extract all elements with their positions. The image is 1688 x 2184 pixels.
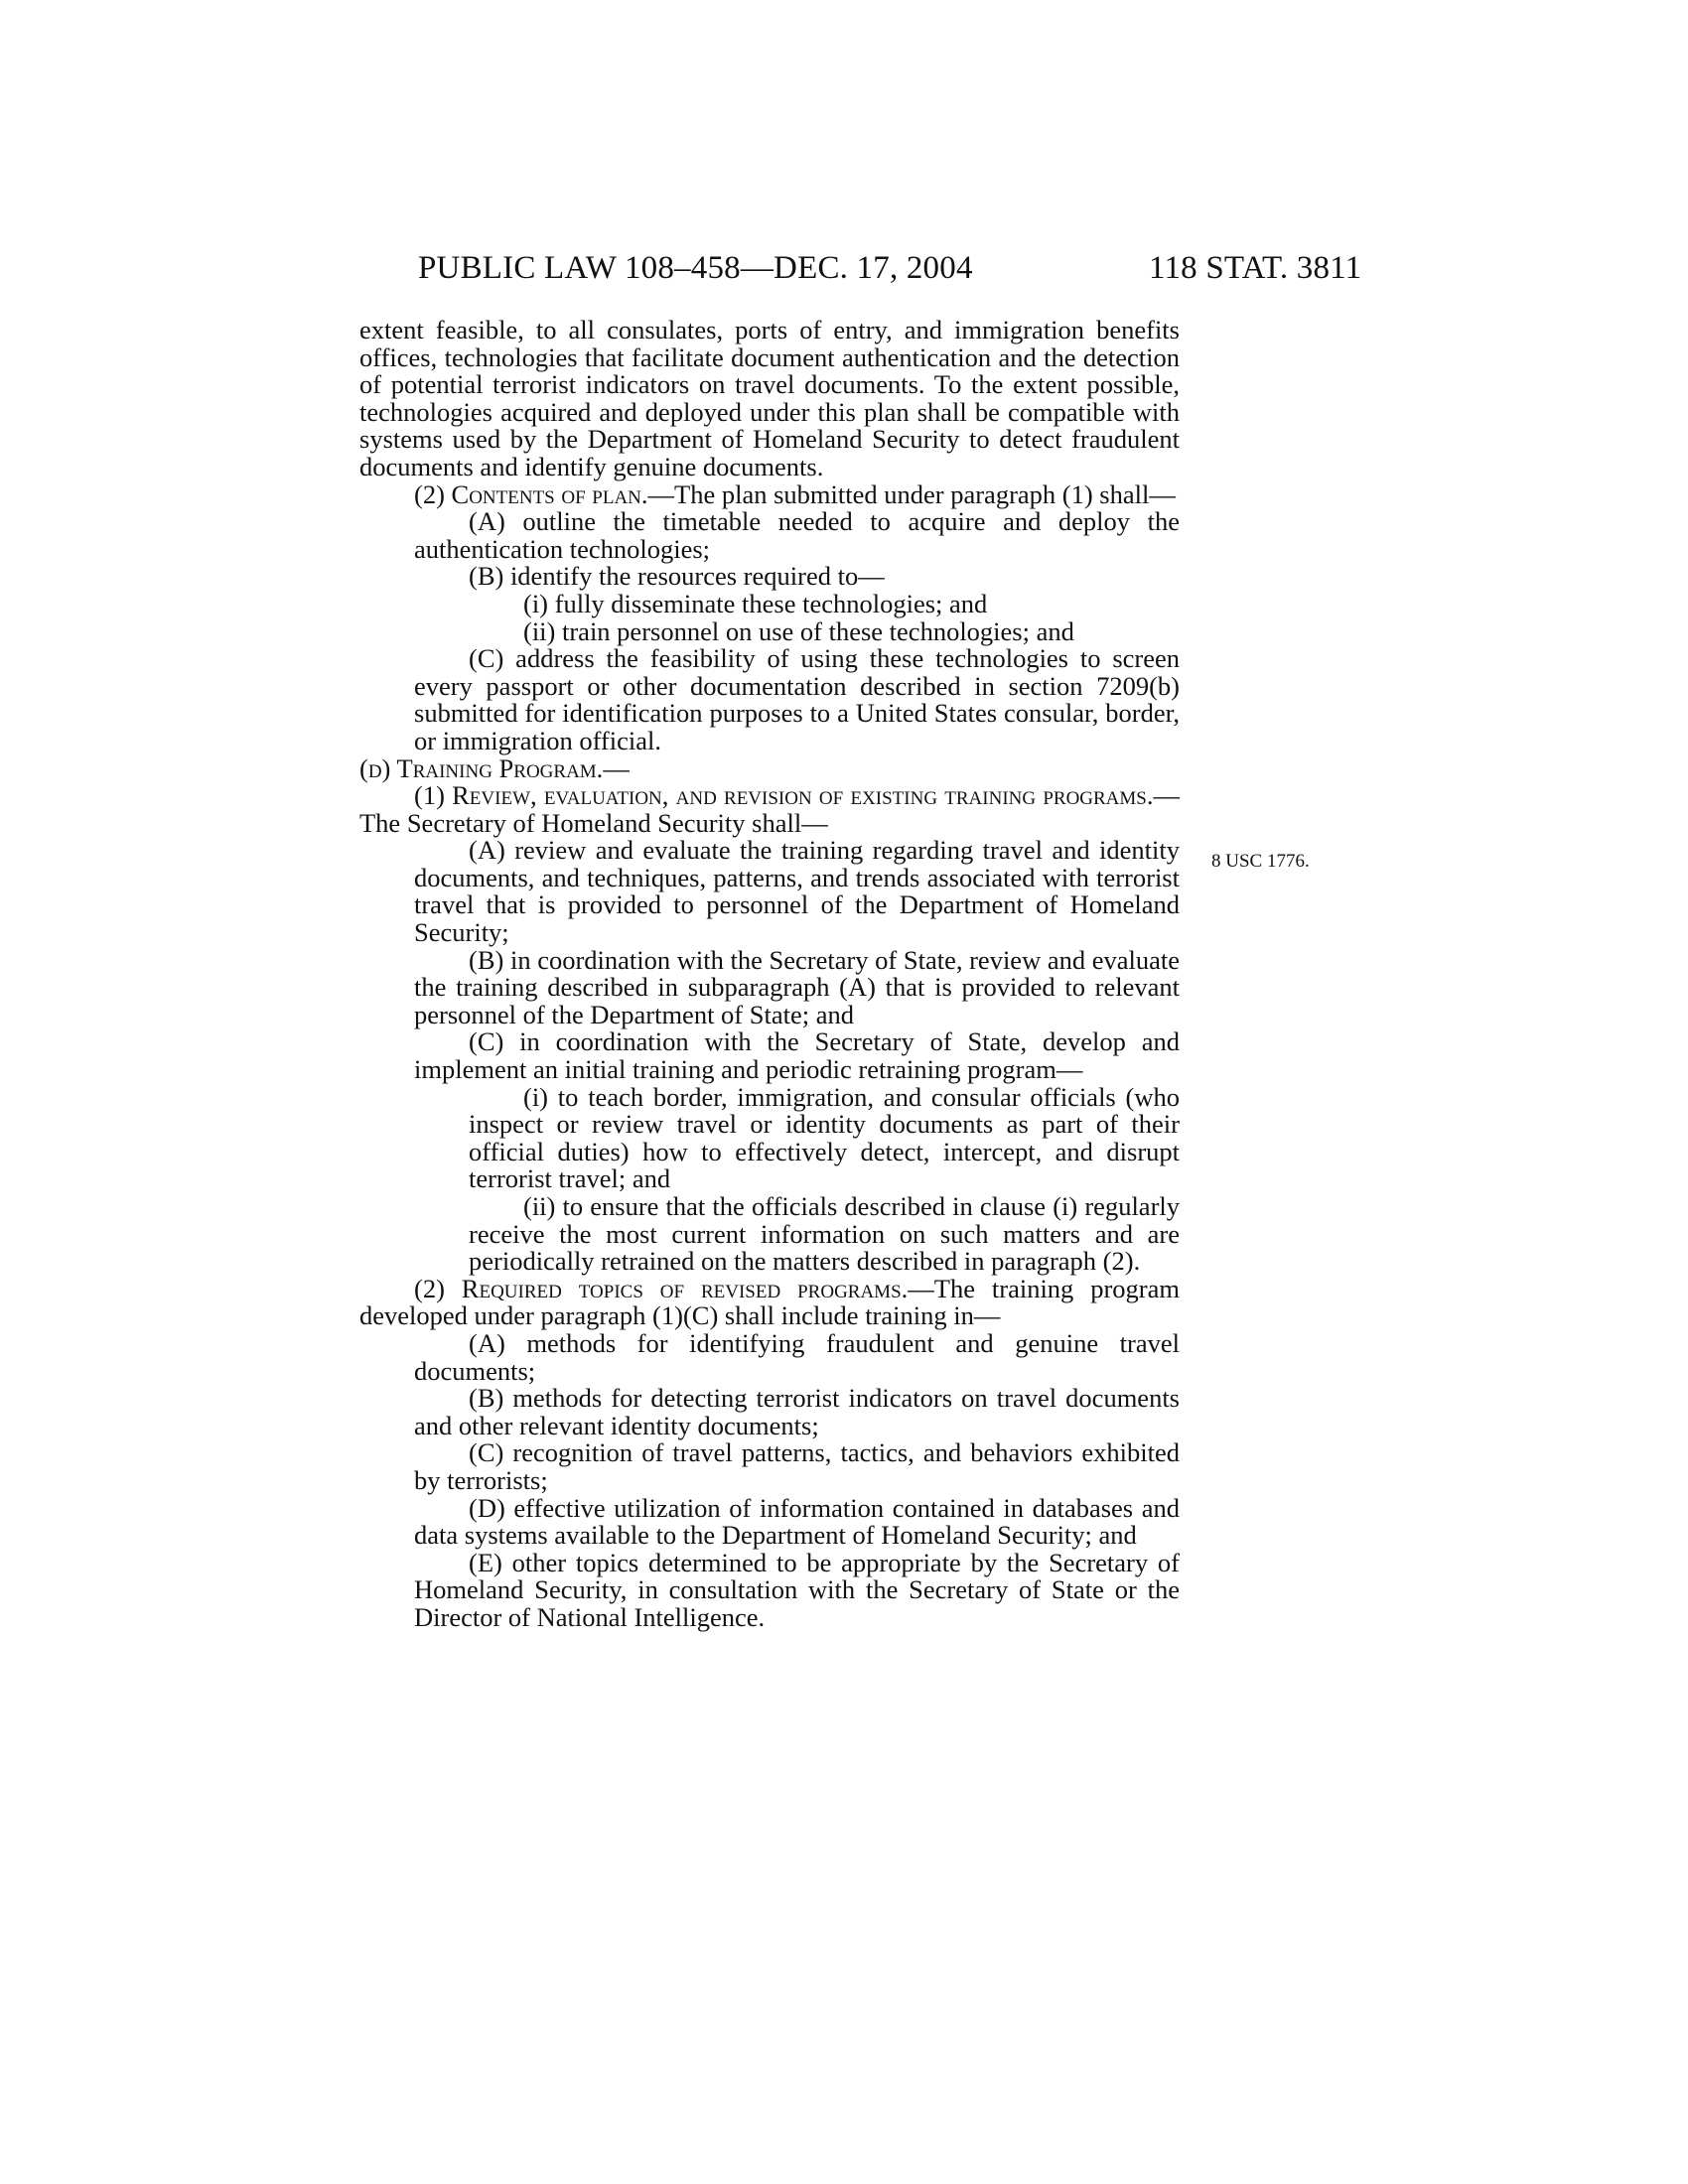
paragraph-text: —The training program developed under paragraph (1)(C) shall include training in— — [359, 1273, 1180, 1331]
statute-body — [359, 317, 1180, 1632]
clause-i: (i) to teach border, immigration, and consular officials (who inspect or review travel or identity documents as part of their official duties) how to effectively detect, intercept, and disrupt terrorist travel; and — [469, 1081, 1180, 1194]
subparagraph-a: (A) review and evaluate the training regarding travel and identity documents, and techniques, patterns, and trends associated with terrorist travel that is provided to personnel of the Department of Homeland Security; — [414, 835, 1180, 948]
clause-i: (i) fully disseminate these technologies; and — [523, 588, 988, 618]
subparagraph-a: (A) methods for identifying fraudulent and genuine travel documents; — [414, 1327, 1180, 1386]
paragraph-heading: (2) Contents of plan. — [414, 478, 648, 509]
paragraph-text: —The plan submitted under paragraph (1) shall— — [647, 478, 1176, 509]
clause-ii: (ii) train personnel on use of these technologies; and — [523, 615, 1074, 646]
paragraph-required-topics — [359, 1273, 1180, 1331]
paragraph-text: —The Secretary of Homeland Security shall— — [359, 780, 1180, 838]
subparagraph-c: (C) recognition of travel patterns, tactics, and behaviors exhibited by terrorists; — [414, 1437, 1180, 1495]
paragraph-heading: (1) Review, evaluation, and revision of existing training programs. — [414, 780, 1154, 811]
subsection-text: — — [603, 752, 630, 783]
subparagraph-a: (A) outline the timetable needed to acquire and deploy the authentication technologies; — [414, 506, 1180, 564]
subparagraph-b: (B) identify the resources required to— — [469, 561, 885, 592]
subsection-d — [359, 752, 1180, 783]
page-number-stat: 118 STAT. 3811 — [1149, 250, 1362, 286]
paragraph-contents-of-plan — [359, 478, 1180, 509]
paragraph-heading: (2) Required topics of revised programs. — [414, 1273, 909, 1303]
clause-ii: (ii) to ensure that the officials described in clause (i) regularly receive the most current information on such matters and are periodically retrained on the matters described in paragraph (2). — [469, 1191, 1180, 1277]
subparagraph-c: (C) in coordination with the Secretary of State, develop and implement an initial training and periodic retraining program— — [414, 1026, 1180, 1085]
subparagraph-c: (C) address the feasibility of using these technologies to screen every passport or other documentation described in section 7209(b) submitted for identification purposes to a United States consular, border, or immigration official. — [414, 643, 1180, 755]
subparagraph-e: (E) other topics determined to be appropriate by the Secretary of Homeland Security, in consultation with the Secretary of State or the Director of National Intelligence. — [414, 1547, 1180, 1632]
subparagraph-b: (B) in coordination with the Secretary of State, review and evaluate the training described in subparagraph (A) that is provided to relevant personnel of the Department of State; and — [414, 944, 1180, 1029]
paragraph-review-evaluation — [359, 782, 1180, 837]
subparagraph-d: (D) effective utilization of information contained in databases and data systems available to the Department of Homeland Security; and — [414, 1492, 1180, 1551]
subsection-heading: (d) Training Program. — [359, 752, 604, 783]
subparagraph-b: (B) methods for detecting terrorist indicators on travel documents and other relevant identity documents; — [414, 1383, 1180, 1440]
paragraph-continuation: extent feasible, to all consulates, ports of entry, and immigration benefits offices, technologies that facilitate document authentication and the detection of potential terrorist indicators on travel documents. To the extent possible, technologies acquired and deployed under this plan shall be compatible with systems used by the Department of Homeland Security to detect fraudulent documents and identify genuine documents. — [359, 315, 1180, 481]
margin-citation: 8 USC 1776. — [1211, 851, 1310, 872]
running-header-title: PUBLIC LAW 108–458—DEC. 17, 2004 — [418, 250, 973, 286]
